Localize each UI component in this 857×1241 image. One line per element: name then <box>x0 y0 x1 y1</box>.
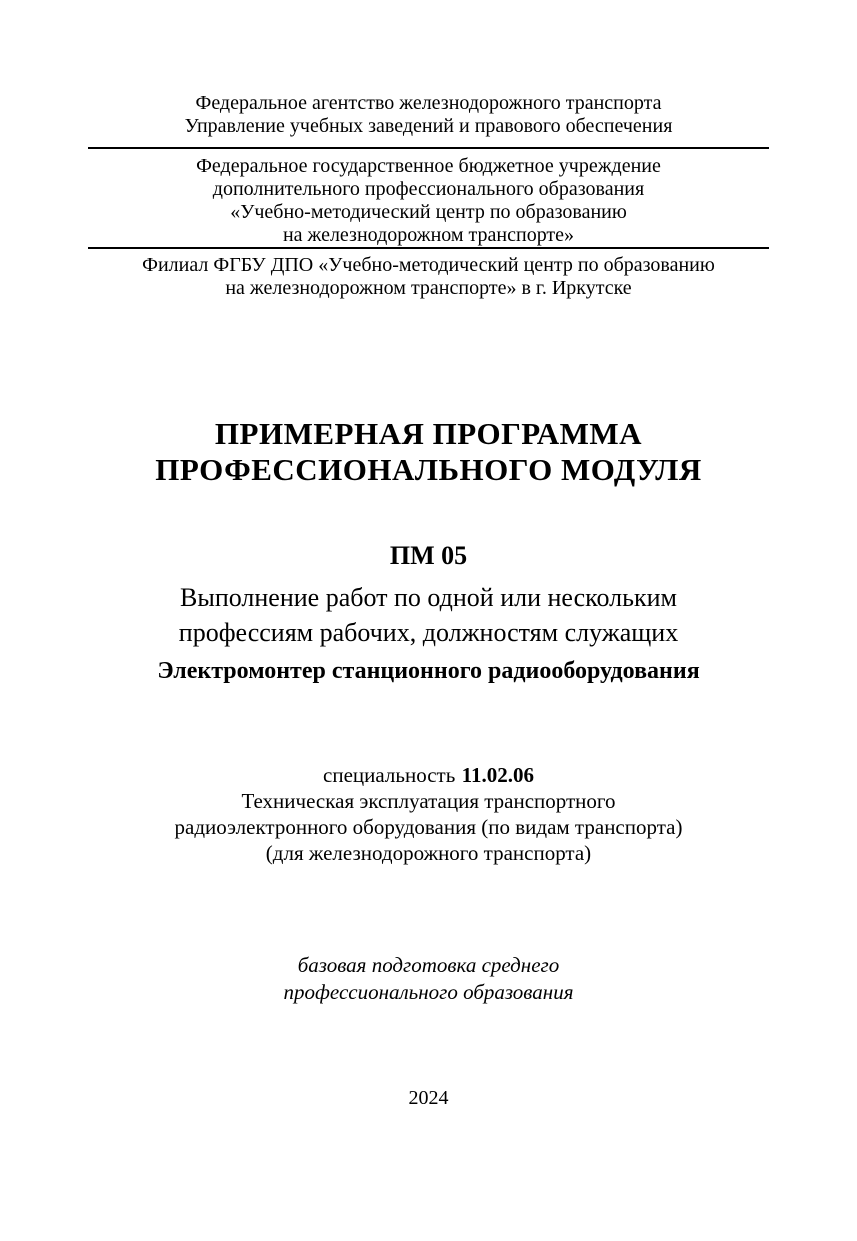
specialty-name-line-2: радиоэлектронного оборудования (по видам транспорта) <box>174 815 683 839</box>
specialty-code: 11.02.06 <box>461 763 534 787</box>
specialty-code-line <box>0 762 857 788</box>
publication-year: 2024 <box>408 1087 449 1109</box>
institution-line-3: «Учебно-методический центр по образованию <box>230 201 627 223</box>
module-name-line-2: профессиям рабочих, должностям служащих <box>178 618 679 647</box>
document-title-line-2: ПРОФЕССИОНАЛЬНОГО МОДУЛЯ <box>155 452 702 487</box>
branch-line-1: Филиал ФГБУ ДПО «Учебно-методический центр по образованию <box>142 254 715 276</box>
document-title-line-1: ПРИМЕРНАЯ ПРОГРАММА <box>214 416 643 451</box>
specialty-name-line-3: (для железнодорожного транспорта) <box>265 841 592 865</box>
agency-block <box>0 92 857 138</box>
training-level-line-1: базовая подготовка среднего <box>297 953 560 977</box>
module-code: ПМ 05 <box>389 541 468 570</box>
training-level-block <box>0 952 857 1006</box>
specialty-block <box>0 762 857 866</box>
module-name-line-1: Выполнение работ по одной или нескольким <box>180 583 677 612</box>
institution-line-2: дополнительного профессионального образования <box>212 178 645 200</box>
specialty-label: специальность <box>323 763 456 787</box>
document-title <box>0 416 857 488</box>
profession-title: Электромонтер станционного радиооборудования <box>157 658 700 684</box>
institution-line-4: на железнодорожном транспорте» <box>282 224 575 246</box>
branch-block <box>0 254 857 300</box>
agency-line-2: Управление учебных заведений и правового обеспечения <box>184 115 673 137</box>
divider-top <box>88 147 769 149</box>
divider-bottom <box>88 247 769 249</box>
training-level-line-2: профессионального образования <box>283 980 574 1004</box>
institution-line-1: Федеральное государственное бюджетное учреждение <box>196 155 661 177</box>
institution-block <box>0 155 857 247</box>
specialty-name-line-1: Техническая эксплуатация транспортного <box>241 789 616 813</box>
agency-line-1: Федеральное агентство железнодорожного транспорта <box>195 92 662 114</box>
module-name <box>0 580 857 650</box>
branch-line-2: на железнодорожном транспорте» в г. Иркутске <box>225 277 632 299</box>
